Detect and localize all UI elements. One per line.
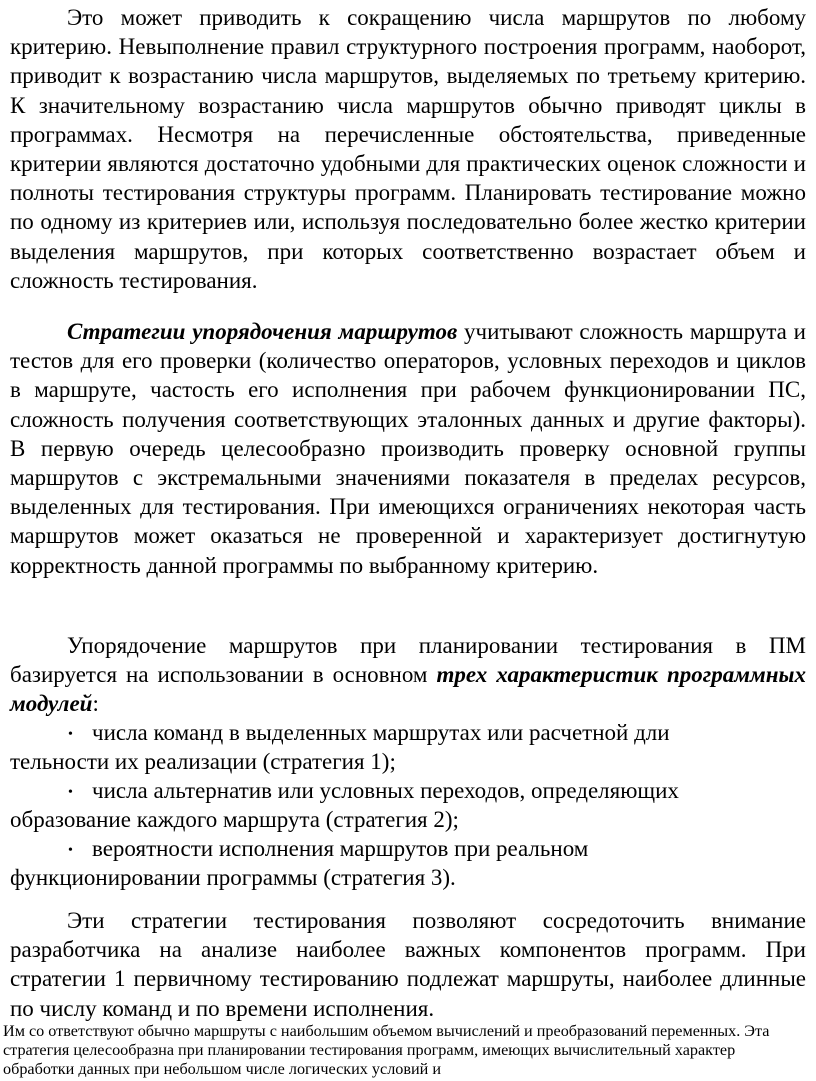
paragraph-2-text: учитывают сложность маршрута и тестов для его проверки (количество операторов, условных переходов и циклов в маршруте, частость его исполнения при рабочем функционировании ПС, сложность получения соответствующих эталонных данных и другие факторы). В первую очередь целесообразно производить проверку основной группы маршрутов с экстремальными значениями показателя в пределах ресурсов, выделенных для тестирования. При имеющихся ограничениях некоторая часть маршрутов может оказаться не проверенной и характеризует достигнутую корректность данной программы по выбранному критерию. [10,319,806,578]
characteristics-emphasis: трех характеристик программных модулей [10,662,806,717]
bullet-icon: • [68,726,73,742]
list-item-line: вероятности исполнения маршрутов при реальном [92,836,589,861]
footnote-line-3: обработки данных при небольшом числе логических условий и [3,1060,442,1078]
paragraph-ordering [10,631,806,719]
list-item-line: числа альтернатив или условных переходов, определяющих [92,778,679,803]
list-item-line: функционировании программы (стратегия 3). [10,865,456,891]
paragraph-3-end: : [92,691,99,717]
footnote-line-2: стратегия целесообразна при планировании тестирования программ, имеющих вычислительный характер [3,1041,736,1059]
list-item [10,776,806,834]
list-item-line: образование каждого маршрута (стратегия 2); [10,807,459,833]
strategies-heading-emphasis: Стратегии упорядочения маршрутов [67,319,458,344]
paragraph-routes-criteria [10,3,806,295]
list-item-line: числа команд в выделенных маршрутах или расчетной дли [92,720,670,745]
paragraph-4-text: Эти стратегии тестирования позволяют сосредоточить внимание разработчика на анализе наиболее важных компонентов программ. При стратегии 1 первичному тестированию подлежат маршруты, наиболее длинные по числу команд и по времени исполнения. [10,908,806,1021]
bullet-icon: • [68,842,73,858]
paragraph-strategies [10,317,806,580]
list-item [10,718,806,776]
list-item-line: тельности их реализации (стратегия 1); [10,749,396,775]
list-item [10,834,806,892]
paragraph-3-start: Упорядочение маршрутов при планировании тестирования в ПМ базируется на использовании в основном [10,633,806,688]
paragraph-strategy-focus [10,906,806,1023]
paragraph-1-text: Это может приводить к сокращению числа маршрутов по любому критерию. Невыполнение правил структурного построения программ, наоборот, приводит к возрастанию числа маршрутов, выделяемых по третьему критерию. К значительному возрастанию числа маршрутов обычно приводят циклы в программах. Несмотря на перечисленные обстоятельства, приведенные критерии являются достаточно удобными для практических оценок сложности и полноты тестирования структуры программ. Планировать тестирование можно по одному из критериев или, используя последовательно более жестко критерии выделения маршрутов, при которых соответственно возрастает объем и сложность тестирования. [10,5,806,293]
footnote-line-1: Им со ответствуют обычно маршруты с наибольшим объемом вычислений и преобразований переменных. Эта [3,1022,770,1040]
bullet-icon: • [68,784,73,800]
